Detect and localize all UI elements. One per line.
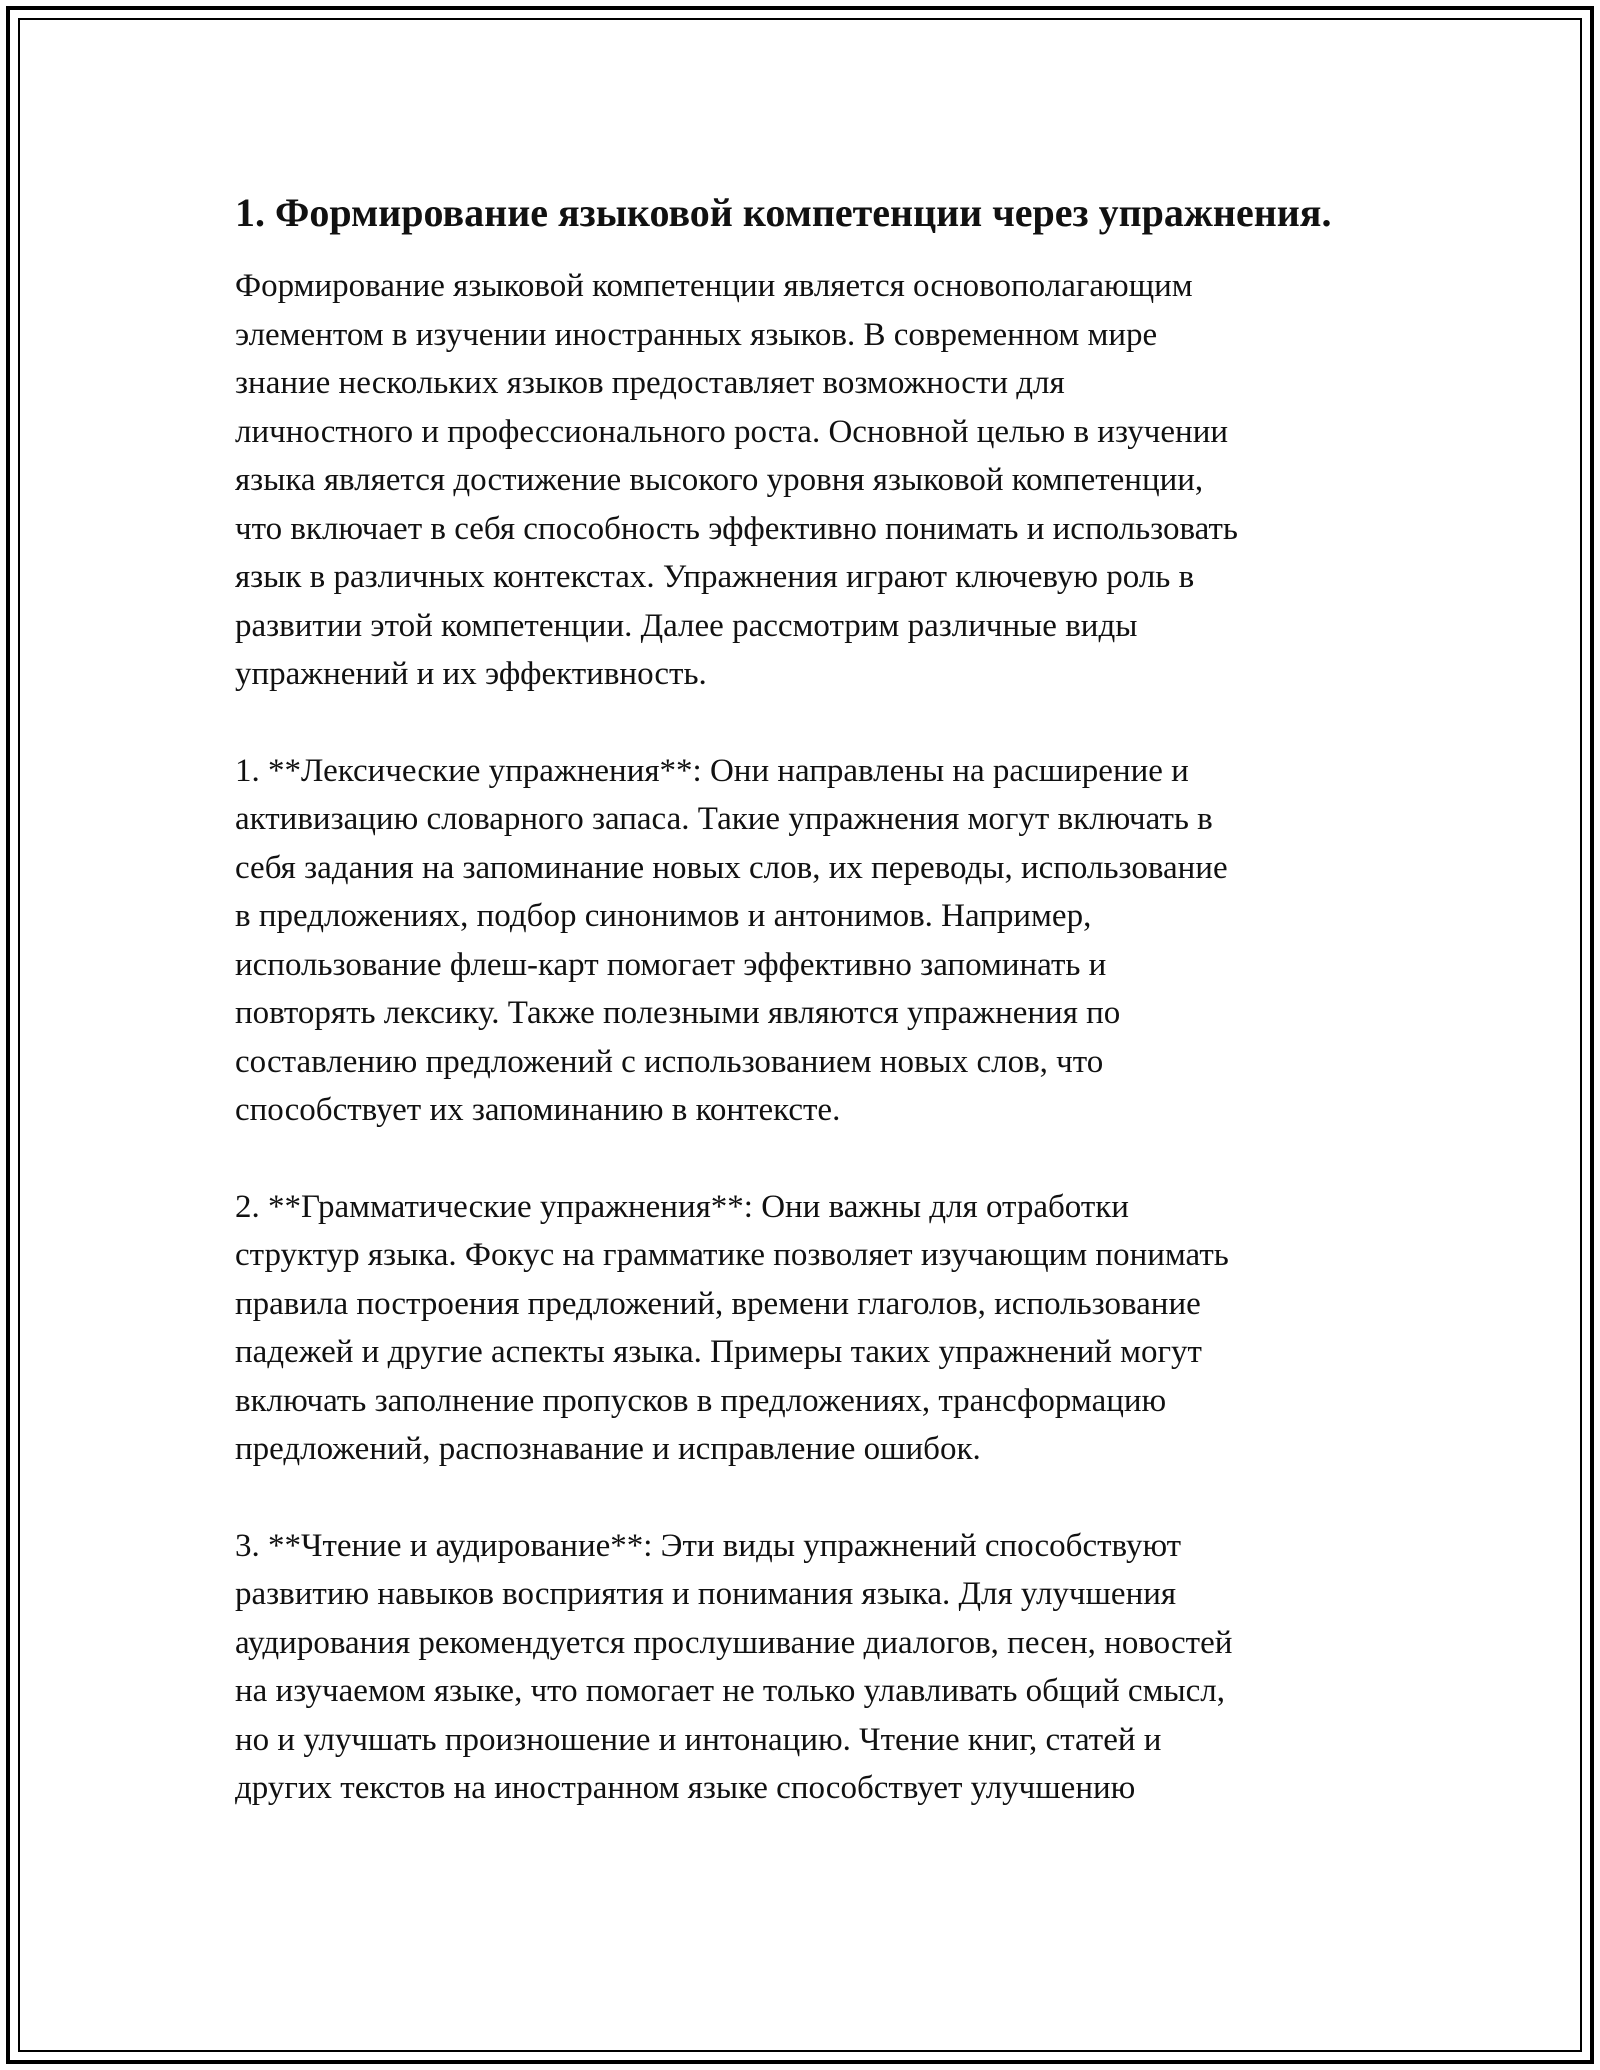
intro-paragraph: Формирование языковой компетенции является основополагающим элементом в изучении иностранных языков. В современном мире знание нескольких языков предоставляет возможности для личностного и профессионального роста. Основной целью в изучении языка является достижение высокого уровня языковой компетенции, что включает в себя способность эффективно понимать и использовать язык в различных контекстах. Упражнения играют ключевую роль в развитии этой компетенции. Далее рассмотрим различные виды упражнений и их эффективность. bbox=[235, 268, 1238, 692]
lexical-exercises-paragraph: 1. **Лексические упражнения**: Они направлены на расширение и активизацию словарного запаса. Такие упражнения могут включать в себя задания на запоминание новых слов, их переводы, использование в предложениях, подбор синонимов и антонимов. Например, использование флеш-карт помогает эффективно запоминать и повторять лексику. Также полезными являются упражнения по составлению предложений с использованием новых слов, что способствует их запоминанию в контексте. bbox=[235, 752, 1228, 1128]
grammar-exercises-paragraph: 2. **Грамматические упражнения**: Они важны для отработки структур языка. Фокус на грамматике позволяет изучающим понимать правила построения предложений, времени глаголов, использование падежей и другие аспекты языка. Примеры таких упражнений могут включать заполнение пропусков в предложениях, трансформацию предложений, распознавание и исправление ошибок. bbox=[235, 1188, 1229, 1467]
reading-listening-paragraph: 3. **Чтение и аудирование**: Эти виды упражнений способствуют развитию навыков восприятия и понимания языка. Для улучшения аудирования рекомендуется прослушивание диалогов, песен, новостей на изучаемом языке, что помогает не только улавливать общий смысл, но и улучшать произношение и интонацию. Чтение книг, статей и других текстов на иностранном языке способствует улучшению bbox=[235, 1527, 1233, 1806]
document-body bbox=[235, 186, 1365, 1861]
section-heading: 1. Формирование языковой компетенции через упражнения. bbox=[235, 190, 1332, 235]
